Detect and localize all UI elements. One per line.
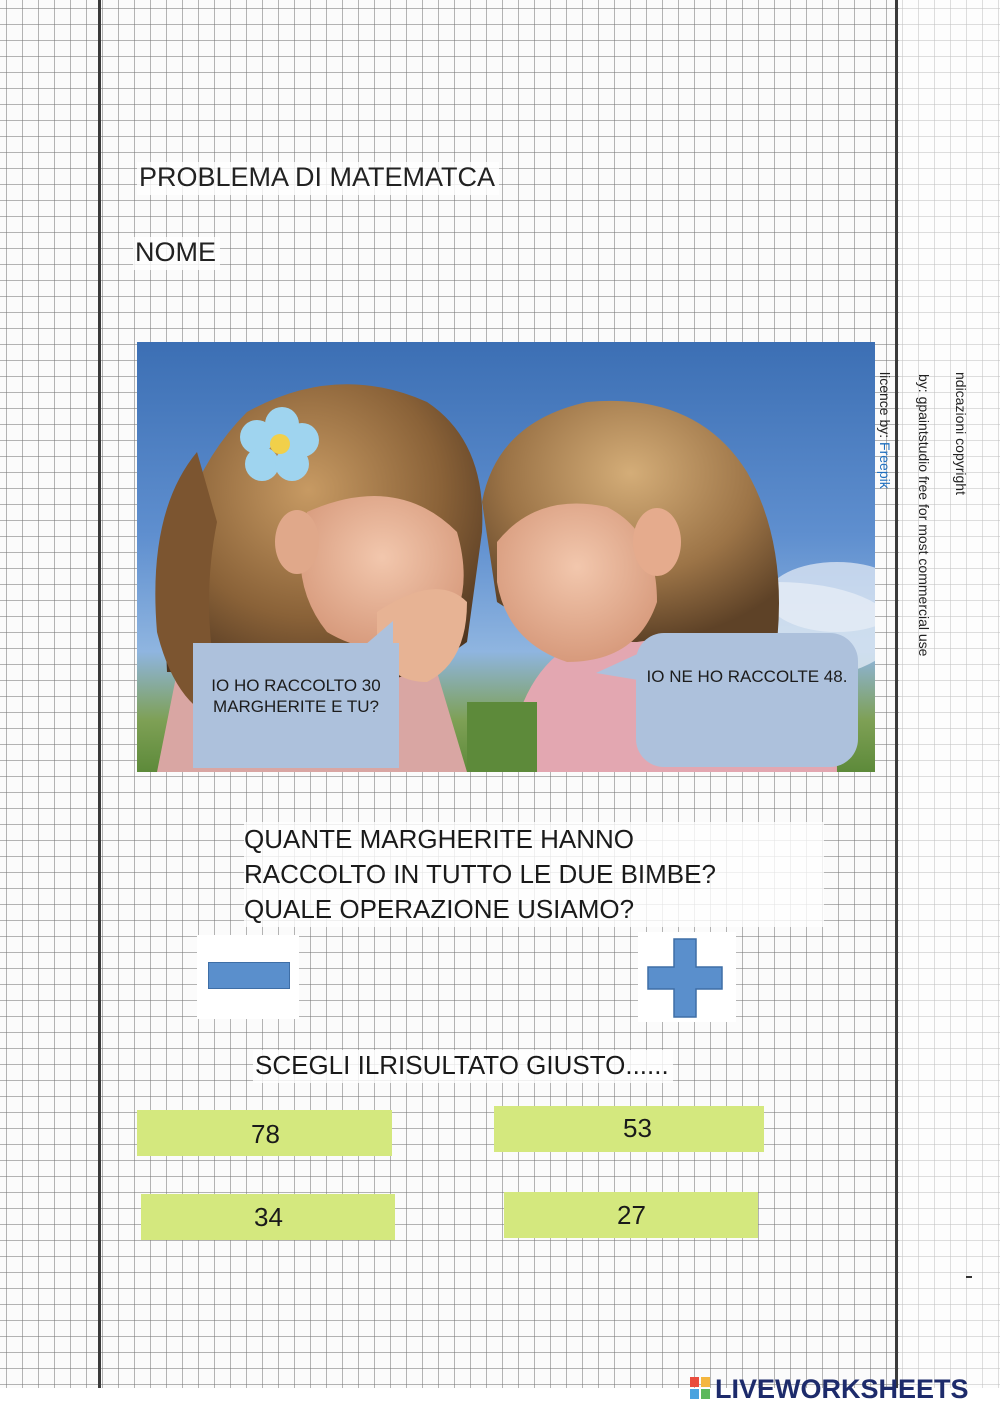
answer-option[interactable]: [504, 1192, 758, 1238]
right-margin-area: [899, 0, 1000, 1414]
question-line: QUANTE MARGHERITE HANNO: [244, 824, 635, 854]
answer-option[interactable]: [137, 1110, 392, 1156]
answer-option[interactable]: [494, 1106, 764, 1152]
answer-value: 27: [617, 1200, 646, 1230]
worksheet-title: PROBLEMA DI MATEMATCA: [137, 162, 499, 195]
question-text: [244, 822, 824, 927]
plus-icon[interactable]: [647, 938, 723, 1018]
instruction-text: SCEGLI ILRISULTATO GIUSTO......: [253, 1050, 673, 1083]
copyright-author-line: by: gpaintstudio free for most commercial use: [916, 374, 932, 657]
minus-icon[interactable]: [208, 962, 290, 989]
speech-bubble-left-text: IO HO RACCOLTO 30 MARGHERITE E TU?: [211, 676, 381, 716]
question-line: QUALE OPERAZIONE USIAMO?: [244, 894, 635, 924]
speech-bubble-left: [193, 643, 399, 768]
stray-mark: [966, 1276, 972, 1278]
speech-bubble-right-text: IO NE HO RACCOLTE 48.: [646, 667, 848, 686]
copyright-line: ndicazioni copyright: [953, 372, 969, 495]
liveworksheets-logo: [690, 1374, 969, 1404]
left-margin-line: [98, 0, 101, 1390]
brand-name: LIVEWORKSHEETS: [715, 1373, 969, 1404]
answer-value: 53: [623, 1113, 652, 1143]
speech-bubble-right: [636, 633, 858, 767]
answer-value: 34: [254, 1202, 283, 1232]
answer-option[interactable]: [141, 1194, 395, 1240]
name-label: NOME: [133, 237, 220, 270]
liveworksheets-icon: [690, 1377, 712, 1401]
licence-line: [877, 372, 893, 489]
speech-bubble-tail: [596, 651, 644, 681]
answer-value: 78: [251, 1119, 280, 1149]
right-margin-line: [895, 0, 898, 1390]
speech-bubble-tail: [365, 621, 393, 645]
licence-prefix: licence by:: [877, 372, 893, 443]
freepik-link[interactable]: Freepik: [877, 442, 893, 489]
question-line: RACCOLTO IN TUTTO LE DUE BIMBE?: [244, 859, 716, 889]
